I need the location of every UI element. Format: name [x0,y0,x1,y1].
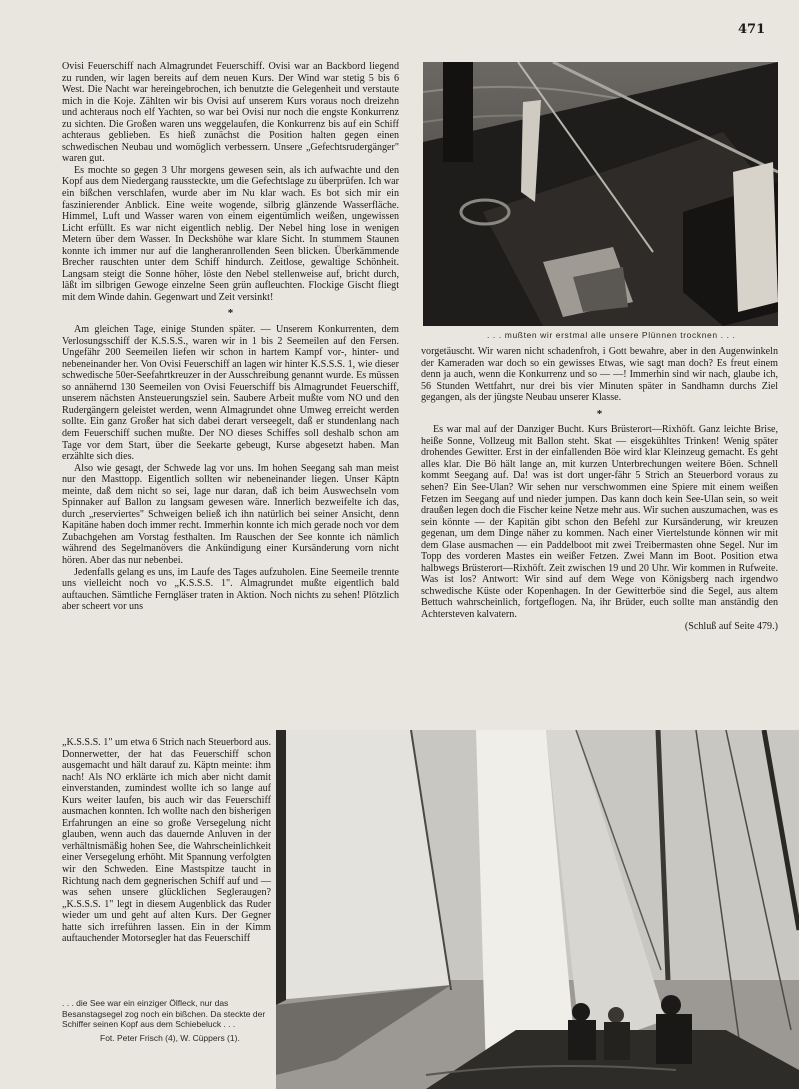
photo-caption-top: . . . mußten wir erstmal alle unsere Plünnen trocknen . . . [487,330,736,340]
photo-sailboat [276,730,799,1089]
paragraph: Es mochte so gegen 3 Uhr morgens gewesen sein, als ich aufwachte und den Kopf aus dem Niedergang raussteckte, um die Gefechtslage zu überprüfen. Ich war ein bißchen verschlafen, wurde aber im Nu klar wach. Es bot sich mir ein faszinierender Anblick. Eine weite wogende, silbrig glänzende Wasserfläche. Himmel, Luft und Wasser waren von einem eigentümlich weißen, ungewissen Licht erfüllt. Es war nicht eigentlich neblig. Der Nebel hing lose in wenigen Metern über dem Wasser. In Deckshöhe war klare Sicht. In stummem Staunen konnte ich immer nur auf die langheranrollenden Seen blicken. Überkämmende Brecher rauschten unter dem Schiff hindurch. Zeitlose, gewaltige Schönheit. Langsam steigt die Sonne höher, löste den Nebel stellenweise auf, bricht durch, läßt im silbrigen Gewoge einzelne Seen grün aufleuchten. Flockige Gischt fliegt mit dem Winde dahin. Gegenwart und Zeit versinkt! [62,164,399,303]
article-column-left [62,61,399,613]
paragraph: „K.S.S.S. 1" um etwa 6 Strich nach Steuerbord aus. Donnerwetter, der hat das Feuerschiff schon ausgemacht und hält darauf zu. Käptn meinte: ihm nach! Als NO erklärte ich mich aber nicht damit einverstanden, zumindest wollte ich so lange auf Kurs weiter laufen, bis auch wir das Feuerschiff ausmachen konnten. Ich wollte nach den bisherigen Erfahrungen an eine so große Versegelung nicht glauben, wenn auch das dauernde Anluven in der verhältnismäßig hohen See, die Wahrscheinlichkeit einer Versegelung erhöht. Mit Spannung verfolgten wir den Schweden. Eine Mastspitze taucht in Richtung nach dem gegnerischen Schiff auf und — was sehen unsere glücklichen Segleraugen? „K.S.S.S. 1" legt in diesem Augenblick das Ruder wieder um und geht auf alten Kurs. Der Gegner hatte sich irreführen lassen. Ein in der Kimm auftauchender Motorsegler hat das Feuerschiff [62,737,271,945]
page-number: 471 [738,22,766,37]
section-separator: * [227,307,234,320]
paragraph: Jedenfalls gelang es uns, im Laufe des Tages aufzuholen. Eine Seemeile trennte uns vielleicht noch vo „K.S.S.S. 1". Almagrundet mußte eigentlich bald auftauchen. Sämtliche Ferngläser traten in Aktion. Noch nichts zu sehen! Plötzlich aber scheert vor uns [62,566,399,613]
paragraph: vorgetäuscht. Wir waren nicht schadenfroh, i Gott bewahre, aber in den Augenwinkeln der Kameraden war doch so ein gewisses Etwas, wie sagt man doch? Es freut einem denn ja auch, wenn die Konkurrenz und so — —! Immerhin sind wir nach, glaube ich, 56 Stunden Wettfahrt, nur drei bis vier Minuten später in Sandhamn durchs Ziel gegangen, als der jüngste Neubau unserer Klasse. [421,346,778,404]
paragraph: Am gleichen Tage, einige Stunden später. — Unserem Konkurrenten, dem Verlosungsschiff der K.S.S.S., waren wir in 1 bis 2 Seemeilen auf den Fersen. Ungefähr 200 Seemeilen liefen wir schon in hartem Kampf vor-, hinter- und nebeneinander her. Von Ovisi Feuerschiff an lagen wir hinter K.S.S.S. 1, wie dieser schwedische 50er-Seefahrtkreuzer in der Ausschreibung genannt wurde. Es müssen so annähernd 130 Seemeilen von Ovisi Feuerschiff bis Almagrundet Feuerschiff, unserem nächsten Ansteuerungsziel sein. Saubere Arbeit mußte vom NO und den Rudergängern geleistet werden, wenn Almagrundet ohne Umweg erreicht werden sollte. Ein ganz Großer hat sich dabei derart verseegelt, daß er stundenlang nach dem Feuerschiff suchen mußte. Der NO dieses Schiffes soll deshalb schon am Tage vor dem Start, über die Seekarte gebeugt, Kurse abgesetzt haben. Man erzählte sich dies. [62,324,399,463]
photo-credit: Fot. Peter Frisch (4), W. Cüppers (1). [100,1033,240,1043]
article-column-left-narrow [62,737,271,945]
photo-sailboat-image [276,730,799,1089]
paragraph: Also wie gesagt, der Schwede lag vor uns. Im hohen Seegang sah man meist nur den Masttopp. Eigentlich sollten wir nebeneinander liegen. Unser Käptn meinte, daß dem nicht so sei, lage nur daran, daß ich beim Auswechseln vom Spinnaker auf Ballon zu langsam gewesen wäre. Innerlich bezweifelte ich das, durch „reserviertes" Schweigen beließ ich ihn natürlich bei seiner Ansicht, denn Kapitäne haben doch immer recht. Immerhin konnte ich mich gerade noch vor dem Zubachgehen am Vorstag festhalten. Im Rauschen der See konnte ich nämlich während des Segelmanövers die Ankündigung einer Kursänderung vorn nicht hören. Aber das nur nebenbei. [62,462,399,566]
photo-caption-bottom: . . . die See war ein einziger Ölfleck, nur das Besanstagsegel zog noch ein bißchen. Da steckte der Schiffer seinen Kopf aus dem Schiebeluck . . . [62,998,266,1029]
paragraph: Ovisi Feuerschiff nach Almagrundet Feuerschiff. Ovisi war an Backbord liegend zu runden, wir lagen bereits auf dem neuen Kurs. Der Wind war stetig 5 bis 6 West. Die Nacht war hereingebrochen, ich benutzte die Gelegenheit und verstaute mich in die Koje. Zählten wir bis Ovisi auf unserem Kurs voraus noch dreizehn und achteraus noch elf Yachten, so war bei Ovisi nur noch die engste Konkurrenz zu sichten. Die Großen waren uns weggelaufen, die Konkurrenz bis auf ein Schiff achteraus geblieben. Es hieß zunächst die Position halten gegen einen schwedischen Neubau und womöglich verbessern. Unsere „Gefechtsrudergänger" waren gut. [62,61,399,165]
photo-deck-drying-clothes [423,62,778,326]
paragraph: Es war mal auf der Danziger Bucht. Kurs Brüsterort—Rixhöft. Ganz leichte Brise, heiße Sonne, Vollzeug mit Ballon steht. Skat — eisgekühltes Trinken! Wenig später drohendes Gewitter. Erst in der einfallenden Böe wird klar Kleinzeug gemacht. Es geht alles klar. Die Bö hält lange an, mit kurzen Unterbrechungen weitere Böen. Schnell kommt Seegang auf. Da! was ist dort unger-fähr 5 Strich an Steuerbord voraus zu sehen? Ein See-Ulan? Wir sehen nur verschwommen eine Spiere mit einem weißen Fetzen im Seegang auf und nieder jumpen. Das kann doch kein See-Ulan sein, so weit draußen legen doch die Fischer keine Netze mehr aus. Wir suchen auszumachen, was es sein könnte — der Kapitän gibt schon den Befehl zur Kursänderung, wir kreuzen gegenan, um dem Dinge näher zu kommen. Nach einer Viertelstunde können wir mit dem Glase ausmachen — ein Paddelboot mit zwei Treibermasten ohne Segel. Nur im Topp des vorderen Mastes ein weißer Fetzen. Zwei Mann im Boot. Position etwa halbwegs Brüsterort—Rixhöft. Zeit zwischen 19 und 20 Uhr. Wir kommen in Rufweite. Was ist los? Antwort: Wir sind auf dem Wege von Königsberg nach irgendwo schwedische Küste oder Kopenhagen. In der Gewitterböe sind die Segel, aus altem Bettuch wahrscheinlich, fortgeflogen. Na, ihr Brüder, euch sollte man anständig den Achtersteven kalvatern. [421,424,778,621]
continued-note: (Schluß auf Seite 479.) [684,620,778,632]
article-column-right [421,346,778,632]
photo-deck-image [423,62,778,326]
section-separator: * [596,407,603,420]
